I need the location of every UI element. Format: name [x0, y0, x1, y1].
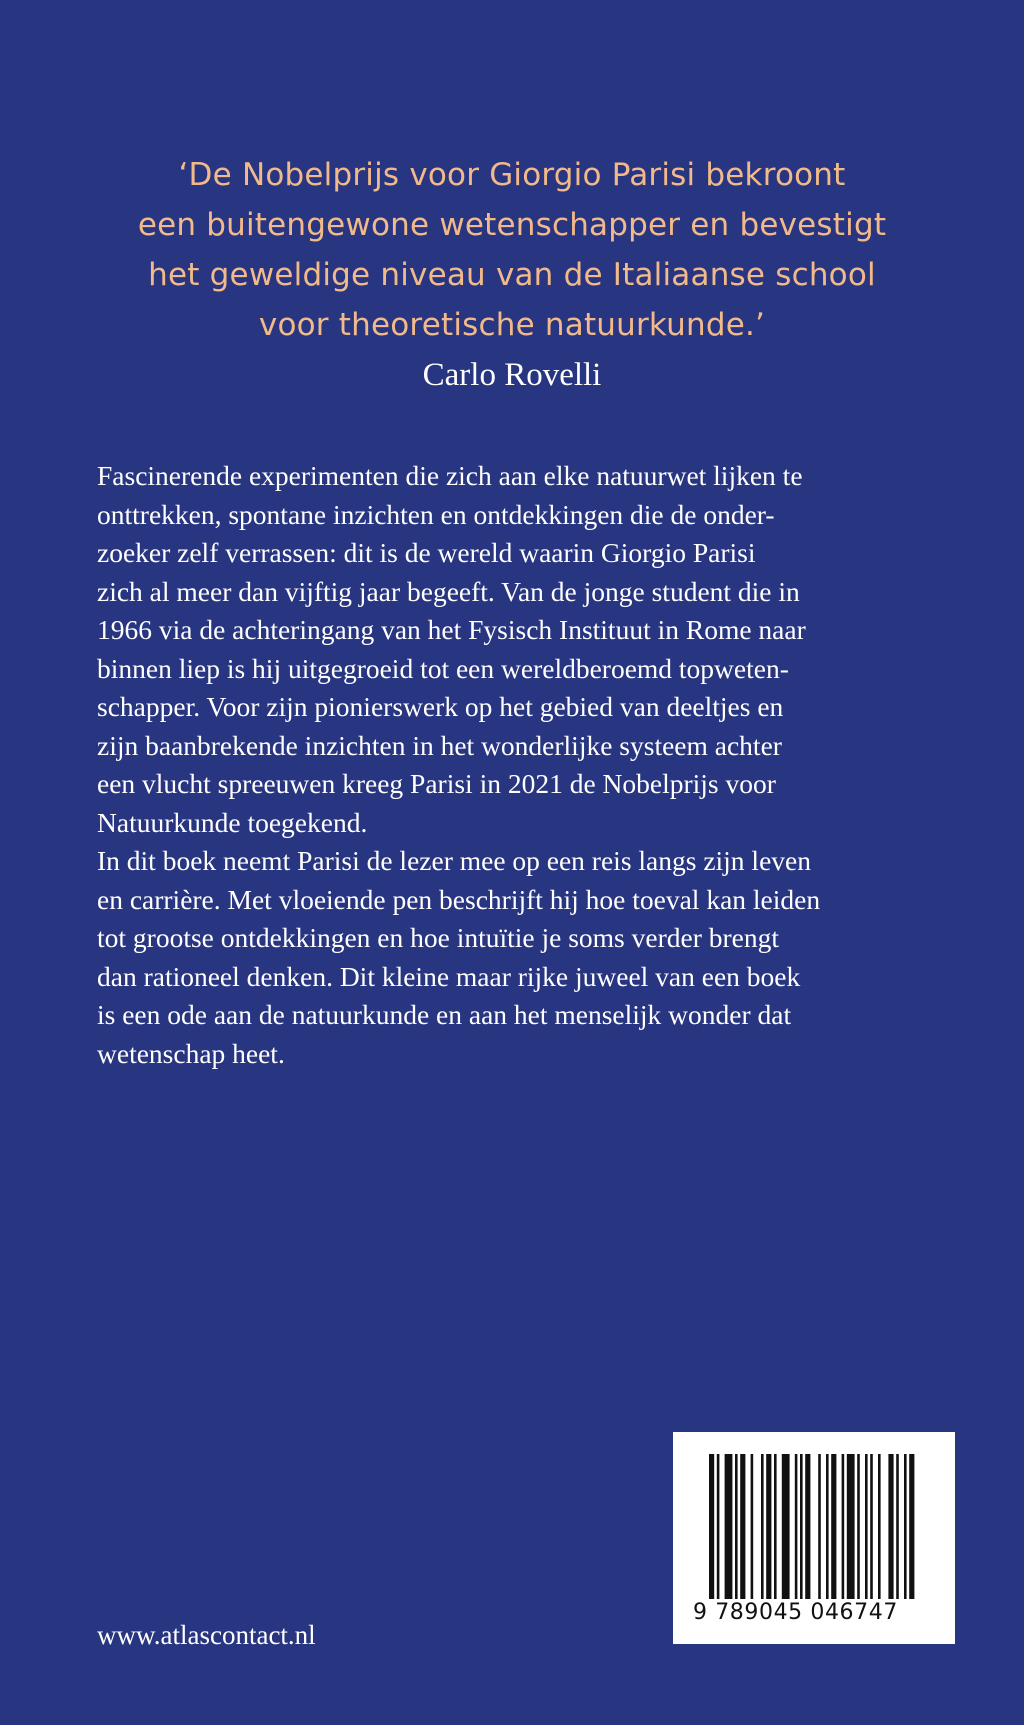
barcode-bar — [800, 1454, 803, 1599]
isbn-barcode — [673, 1432, 955, 1644]
blurb-line: Fascinerende experimenten die zich aan elke natuurwet lijken te — [97, 460, 803, 491]
barcode-bar — [904, 1454, 907, 1599]
barcode-bar — [842, 1454, 845, 1599]
barcode-bar — [766, 1454, 771, 1599]
blurb-line: zich al meer dan vijftig jaar begeeft. Van de jonge student die in — [97, 575, 800, 607]
blurb-line: binnen liep is hij uitgegroeid tot een wereldberoemd topweten- — [97, 652, 789, 684]
blurb-line: wetenschap heet. — [97, 1037, 285, 1069]
barcode-bar — [782, 1454, 790, 1599]
blurb-line: onttrekken, spontane inzichten en ontdekkingen die de onder- — [97, 498, 775, 530]
barcode-bar — [888, 1454, 893, 1599]
blurb-line: dan rationeel denken. Dit kleine maar rijke juweel van een boek — [97, 960, 801, 992]
blurb-line: zijn baanbrekende inzichten in het wonderlijke systeem achter — [97, 729, 782, 761]
barcode-bar — [805, 1454, 810, 1599]
blurb-line: schapper. Voor zijn pionierswerk op het gebied van deeltjes en — [97, 691, 784, 722]
blurb-line: tot grootse ontdekkingen en hoe intuïtie je soms verder brengt — [97, 922, 779, 953]
quote-line: een buitengewone wetenschapper en bevestigt — [137, 207, 887, 243]
barcode-bar — [818, 1454, 821, 1599]
publisher-website: www.atlascontact.nl — [97, 1620, 316, 1650]
barcode-bar — [717, 1454, 720, 1599]
blurb-line: en carrière. Met vloeiende pen beschrijft hij hoe toeval kan leiden — [97, 883, 821, 915]
barcode-bar — [870, 1454, 873, 1599]
endorsement-quote — [0, 150, 1024, 400]
barcode-bars — [709, 1454, 919, 1599]
quote-line: het geweldige niveau van de Italiaanse school — [148, 257, 876, 293]
blurb-line: een vlucht spreeuwen kreeg Parisi in 2021 de Nobelprijs voor — [97, 768, 776, 799]
barcode-bar — [795, 1454, 798, 1599]
barcode-bar — [740, 1454, 745, 1599]
blurb-line: zoeker zelf verrassen: dit is de wereld waarin Giorgio Parisi — [97, 537, 756, 568]
quote-line: ‘De Nobelprijs voor Giorgio Parisi bekroont — [178, 157, 846, 193]
barcode-bar — [751, 1454, 754, 1599]
barcode-bar — [857, 1454, 860, 1599]
barcode-bar — [761, 1454, 764, 1599]
barcode-bar — [709, 1454, 714, 1599]
barcode-bar — [896, 1454, 899, 1599]
blurb-line: In dit boek neemt Parisi de lezer mee op een reis langs zijn leven — [97, 845, 811, 876]
barcode-bar — [831, 1454, 836, 1599]
barcode-bar — [735, 1454, 738, 1599]
book-blurb — [97, 457, 977, 1073]
blurb-line: Natuurkunde toegekend. — [97, 806, 368, 838]
isbn-digits: 9 789045 046747 — [693, 1600, 898, 1625]
barcode-bar — [774, 1454, 777, 1599]
barcode-bar — [847, 1454, 855, 1599]
barcode-bar — [909, 1454, 914, 1599]
blurb-line: is een ode aan de natuurkunde en aan het menselijk wonder dat — [97, 999, 792, 1030]
barcode-bar — [878, 1454, 881, 1599]
barcode-bar — [725, 1454, 733, 1599]
quote-line: voor theoretische natuurkunde.’ — [258, 307, 766, 343]
blurb-line: 1966 via de achteringang van het Fysisch Instituut in Rome naar — [97, 614, 806, 645]
barcode-bar — [826, 1454, 829, 1599]
quote-author: Carlo Rovelli — [422, 357, 602, 393]
barcode-bar — [865, 1454, 868, 1599]
